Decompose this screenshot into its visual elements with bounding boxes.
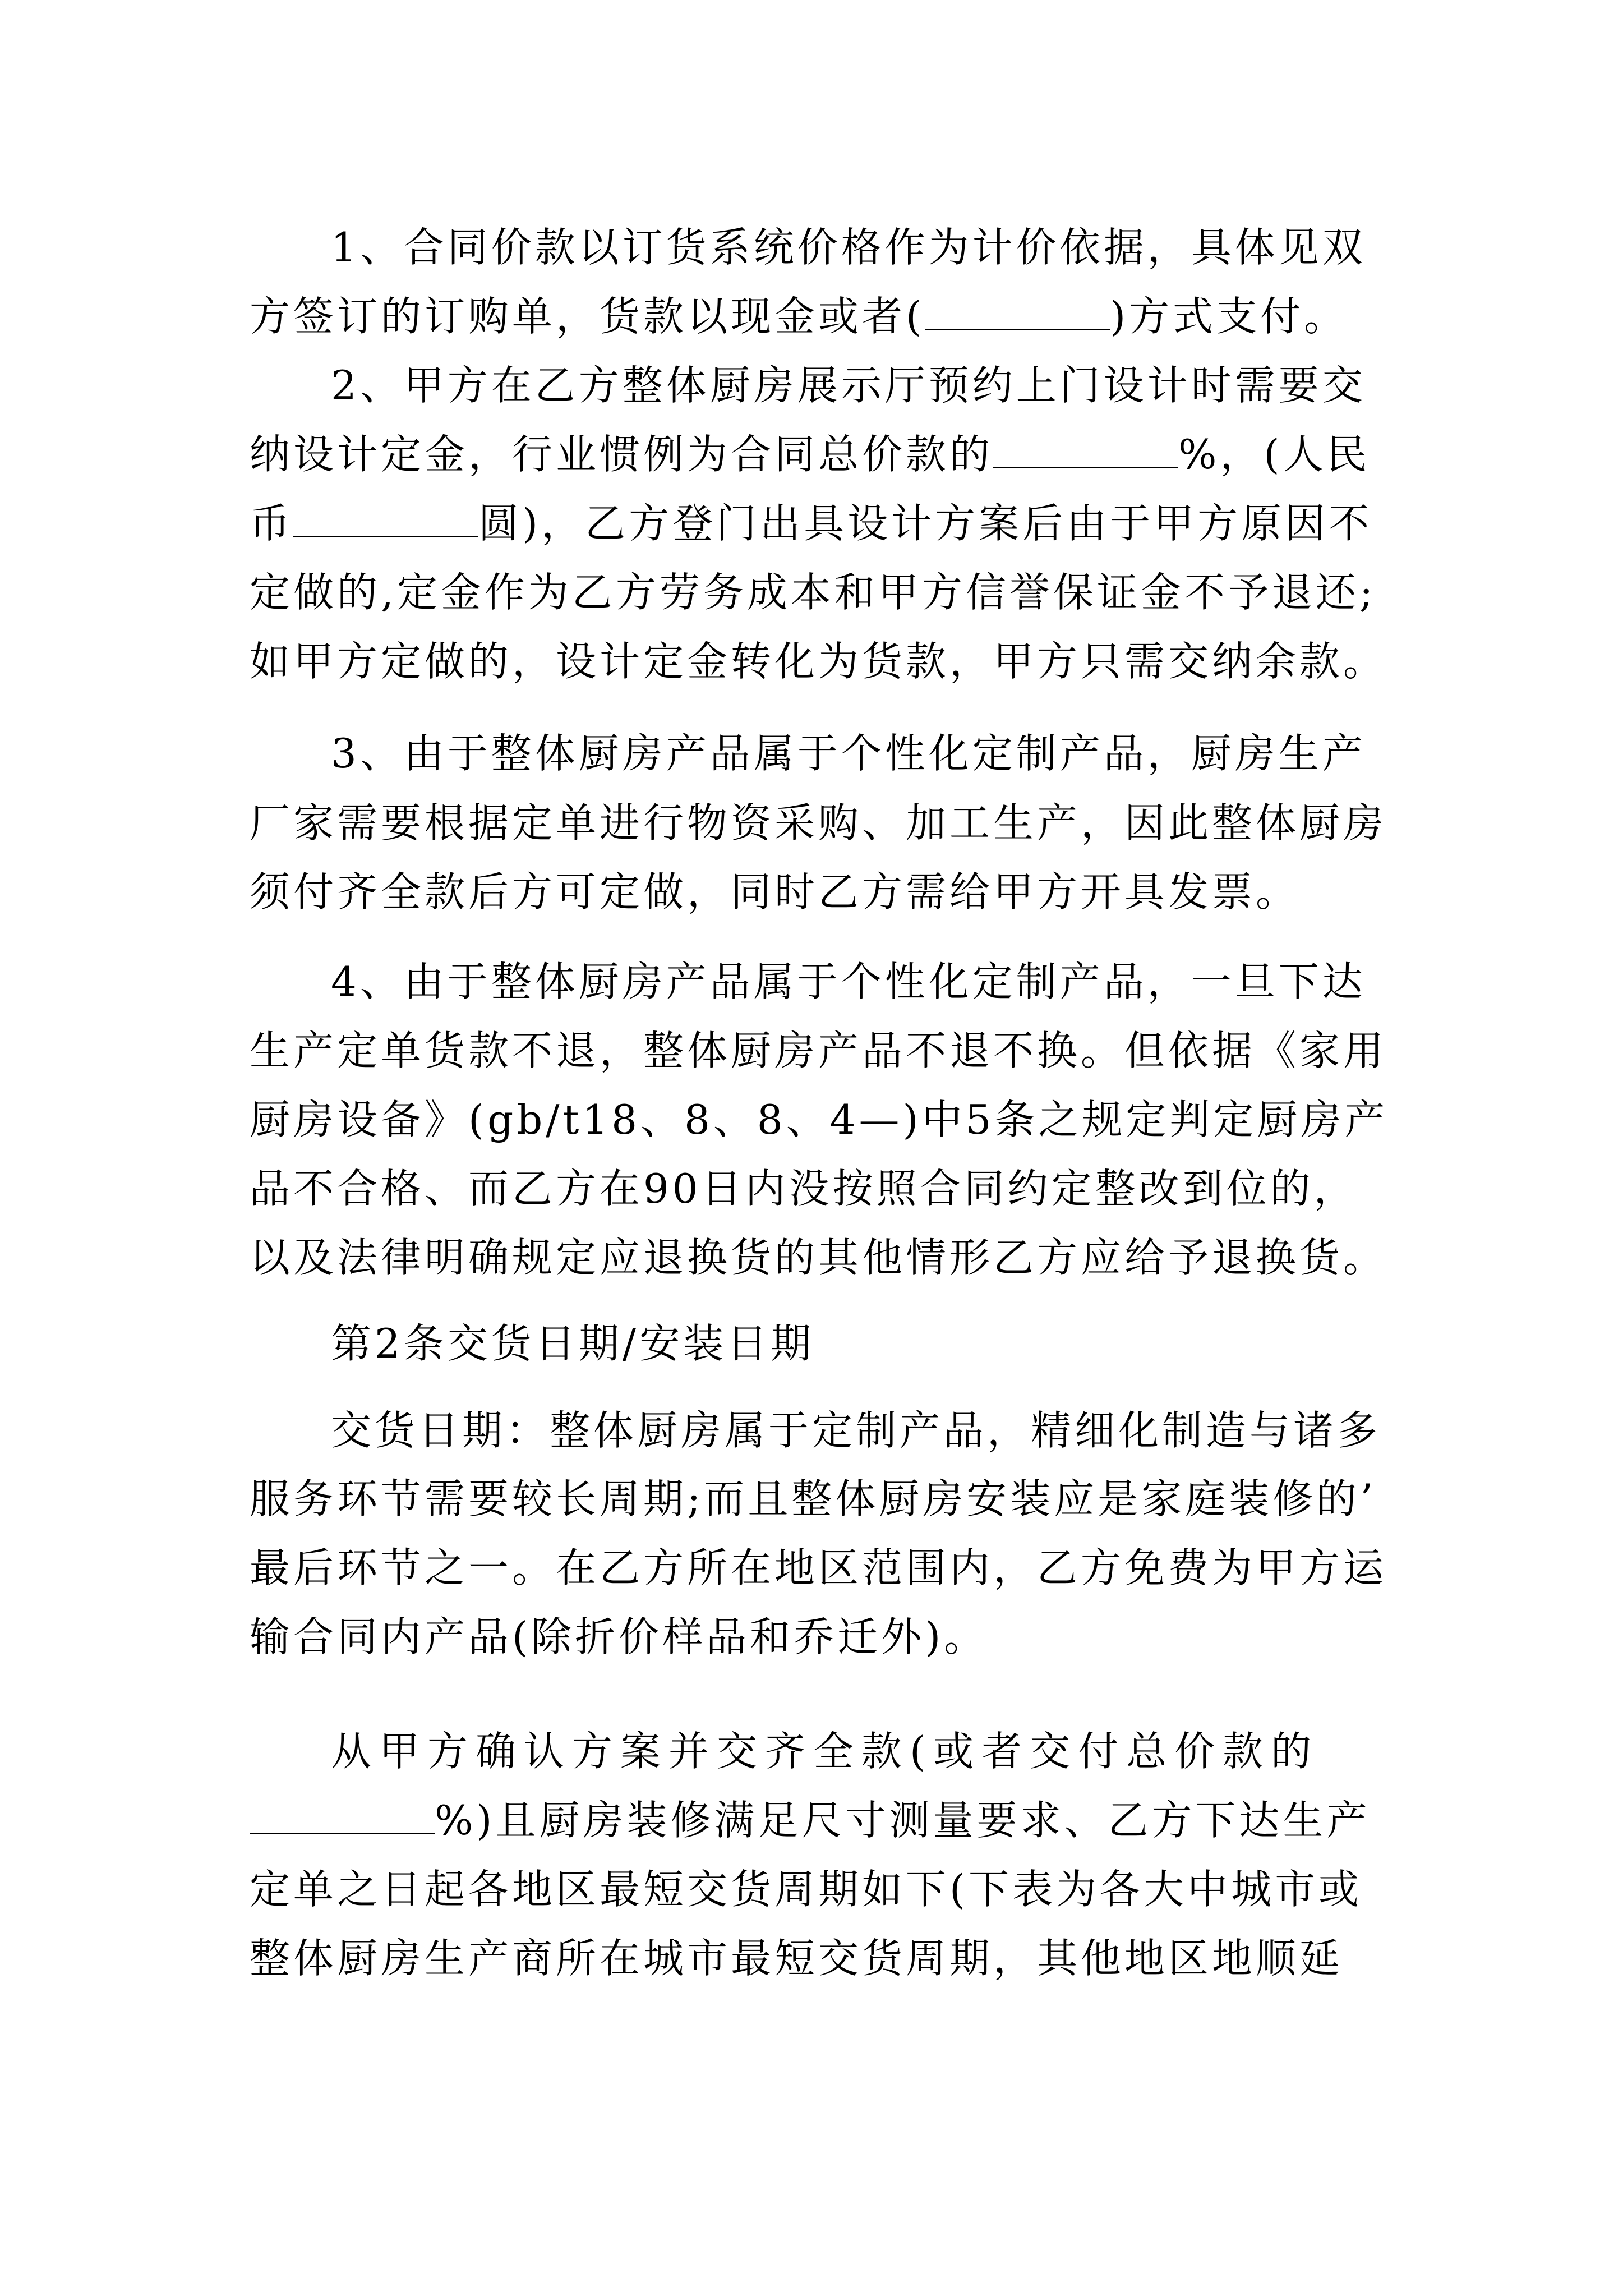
paragraph-4-line-4: 品不合格、而乙方在90日内没按照合同约定整改到位的， <box>250 1165 1358 1212</box>
fill-in-blank[interactable] <box>250 1793 435 1834</box>
paragraph-5-line-1: 交货日期：整体厨房属于定制产品，精细化制造与诸多 <box>331 1407 1381 1454</box>
section-heading: 第2条交货日期/安装日期 <box>331 1320 815 1367</box>
paragraph-2-line-1: 2、甲方在乙方整体厨房展示厅预约上门设计时需要交 <box>331 362 1366 409</box>
text-segment: 圆)，乙方登门出具设计方案后由于甲方原因不 <box>478 500 1373 547</box>
paragraph-2-line-5: 如甲方定做的，设计定金转化为货款，甲方只需交纳余款。 <box>250 638 1387 685</box>
paragraph-5-line-4: 输合同内产品(除折价样品和乔迁外)。 <box>250 1613 988 1660</box>
paragraph-3-line-3: 须付齐全款后方可定做，同时乙方需给甲方开具发票。 <box>250 868 1300 915</box>
paragraph-4-line-5: 以及法律明确规定应退换货的其他情形乙方应给予退换货。 <box>250 1234 1387 1281</box>
paragraph-4-line-3: 厨房设备》(gb/t18、8、8、4—)中5条之规定判定厨房产 <box>250 1096 1389 1143</box>
text-segment: %，(人民 <box>1178 431 1371 478</box>
paragraph-3-line-2: 厂家需要根据定单进行物资采购、加工生产，因此整体厨房 <box>250 799 1387 846</box>
fill-in-blank[interactable] <box>293 496 478 537</box>
paragraph-5-line-2: 服务环节需要较长周期;而且整体厨房安装应是家庭装修的’ <box>250 1475 1377 1522</box>
paragraph-6-line-4: 整体厨房生产商所在城市最短交货周期，其他地区地顺延 <box>250 1935 1344 1982</box>
text-segment: 纳设计定金，行业惯例为合同总价款的 <box>250 431 994 478</box>
text-segment: 方签订的订购单，货款以现金或者( <box>250 293 925 340</box>
paragraph-5-line-3: 最后环节之一。在乙方所在地区范围内，乙方免费为甲方运 <box>250 1544 1387 1591</box>
text-segment: 币 <box>250 500 294 547</box>
paragraph-6-line-3: 定单之日起各地区最短交货周期如下(下表为各大中城市或 <box>250 1866 1363 1913</box>
fill-in-blank[interactable] <box>993 427 1178 468</box>
text-segment: )方式支付。 <box>1110 293 1348 340</box>
paragraph-3-line-1: 3、由于整体厨房产品属于个性化定制产品，厨房生产 <box>331 730 1366 777</box>
paragraph-4-line-2: 生产定单货款不退，整体厨房产品不退不换。但依据《家用 <box>250 1027 1387 1074</box>
paragraph-6-line-1: 从甲方确认方案并交齐全款(或者交付总价款的 <box>331 1728 1320 1775</box>
text-segment: %)且厨房装修满足尺寸测量要求、乙方下达生产 <box>435 1797 1371 1844</box>
paragraph-2-line-4: 定做的,定金作为乙方劳务成本和甲方信誉保证金不予退还; <box>250 569 1377 616</box>
paragraph-1-line-1: 1、合同价款以订货系统价格作为计价依据，具体见双 <box>331 224 1366 271</box>
paragraph-4-line-1: 4、由于整体厨房产品属于个性化定制产品，一旦下达 <box>331 958 1366 1005</box>
fill-in-blank[interactable] <box>925 289 1110 330</box>
